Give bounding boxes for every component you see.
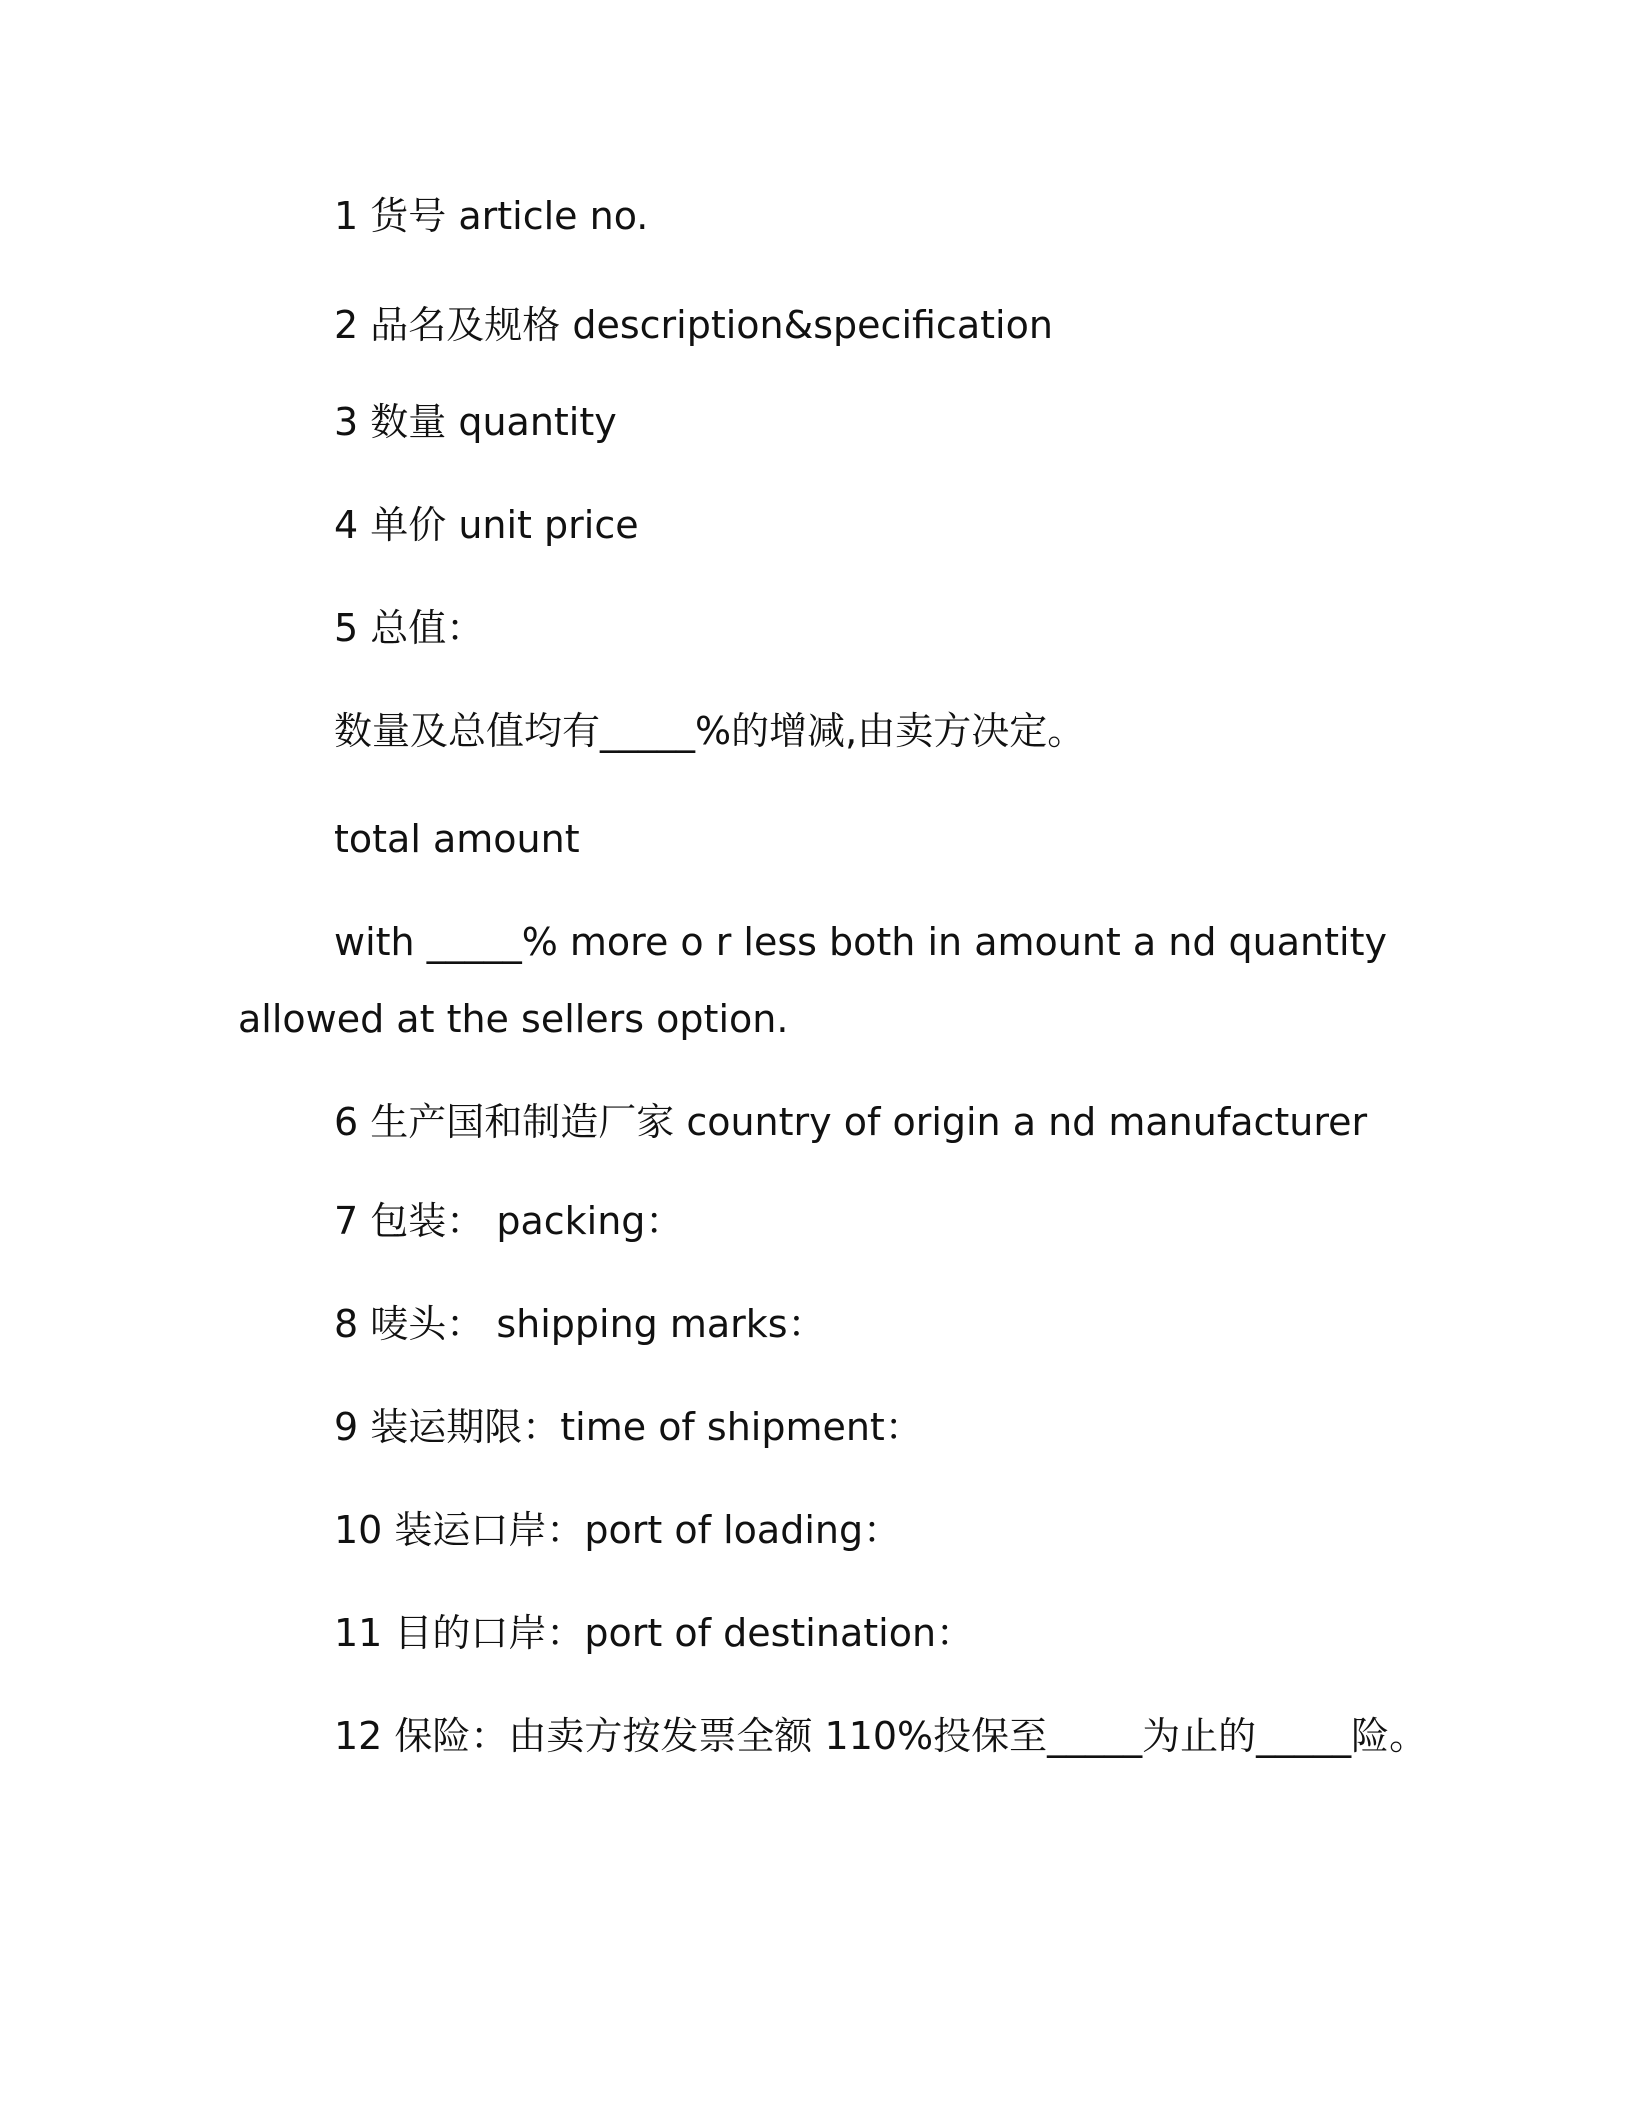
tolerance-en-line-1: with _____% more o r less both in amount a nd quantity	[334, 920, 1387, 964]
item-origin-manufacturer: 6 生产国和制造厂家 country of origin a nd manufacturer	[334, 1100, 1368, 1144]
item-insurance: 12 保险：由卖方按发票全额 110%投保至_____为止的_____险。	[334, 1714, 1428, 1758]
item-time-of-shipment: 9 装运期限：time of shipment：	[334, 1405, 923, 1449]
item-quantity: 3 数量 quantity	[334, 400, 617, 444]
tolerance-en-line-2: allowed at the sellers option.	[238, 997, 789, 1041]
item-shipping-marks: 8 唛头： shipping marks：	[334, 1302, 826, 1346]
item-article-no: 1 货号 article no.	[334, 194, 649, 238]
item-port-of-loading: 10 装运口岸：port of loading：	[334, 1508, 902, 1552]
item-total-value: 5 总值：	[334, 606, 485, 650]
total-value-tolerance-cn: 数量及总值均有_____%的增减,由卖方决定。	[334, 709, 1086, 753]
item-packing: 7 包装： packing：	[334, 1199, 684, 1243]
item-unit-price: 4 单价 unit price	[334, 503, 639, 547]
total-amount-label: total amount	[334, 817, 580, 861]
item-port-of-destination: 11 目的口岸：port of destination：	[334, 1611, 975, 1655]
item-description-specification: 2 品名及规格 description&specification	[334, 303, 1053, 347]
